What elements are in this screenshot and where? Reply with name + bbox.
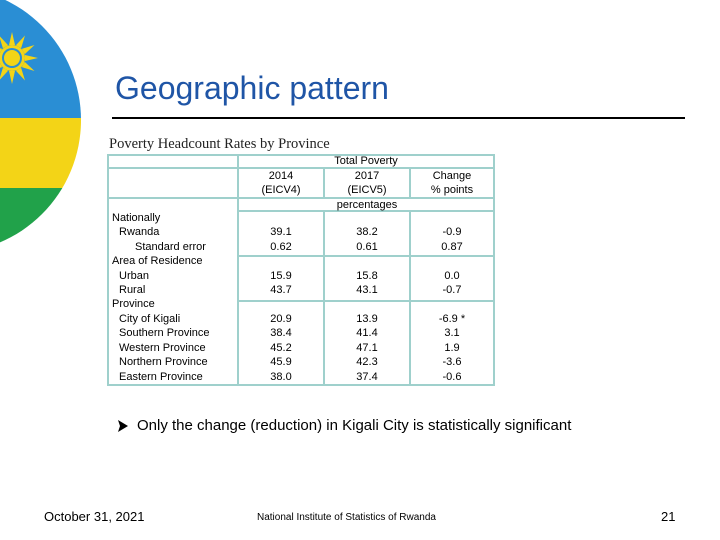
value-cell: 0.87: [441, 241, 463, 253]
value-cell: 0.61: [356, 241, 378, 253]
row-label: Nationally: [112, 212, 161, 224]
poverty-table: [107, 154, 495, 386]
footer-date: October 31, 2021: [44, 509, 145, 524]
value-cell: -3.6: [442, 356, 462, 368]
footer-organization: National Institute of Statistics of Rwanda: [257, 512, 436, 523]
value-cell: -6.9 *: [438, 313, 466, 325]
group-header: Total Poverty: [334, 155, 398, 167]
value-cell: 47.1: [356, 342, 378, 354]
row-label: Urban: [119, 270, 149, 282]
value-cell: 39.1: [270, 226, 292, 238]
table-title: Poverty Headcount Rates by Province: [109, 136, 330, 152]
row-label: Northern Province: [119, 356, 208, 368]
col-change-header: Change: [432, 170, 472, 182]
value-cell: 3.1: [444, 327, 460, 339]
value-cell: 37.4: [356, 371, 378, 383]
arrow-bullet-icon: [116, 416, 130, 442]
value-cell: 38.2: [356, 226, 378, 238]
row-label: Province: [112, 298, 155, 310]
value-cell: 43.1: [356, 284, 378, 296]
bullet-text: Only the change (reduction) in Kigali City is statistically significant: [137, 417, 572, 434]
slide-title: Geographic pattern: [115, 70, 389, 106]
col-2014-header: 2014: [268, 170, 294, 182]
page-number: 21: [661, 509, 676, 524]
value-cell: 45.2: [270, 342, 292, 354]
row-label: Rwanda: [119, 226, 160, 238]
row-label: Area of Residence: [112, 255, 203, 267]
value-cell: 45.9: [270, 356, 292, 368]
value-cell: 38.4: [270, 327, 292, 339]
value-cell: 13.9: [356, 313, 378, 325]
col-2017-subheader: (EICV5): [347, 184, 387, 196]
value-cell: 0.0: [444, 270, 460, 282]
value-cell: 1.9: [444, 342, 460, 354]
row-label: Western Province: [119, 342, 206, 354]
row-label: Eastern Province: [119, 371, 203, 383]
units-label: percentages: [336, 199, 398, 211]
value-cell: 43.7: [270, 284, 292, 296]
value-cell: 15.8: [356, 270, 378, 282]
value-cell: 15.9: [270, 270, 292, 282]
col-2014-subheader: (EICV4): [261, 184, 301, 196]
value-cell: 42.3: [356, 356, 378, 368]
value-cell: 20.9: [270, 313, 292, 325]
title-divider: [112, 117, 685, 119]
rwanda-flag-graphic: [0, 0, 90, 300]
row-label: Standard error: [135, 241, 206, 253]
value-cell: -0.9: [442, 226, 462, 238]
row-label: Southern Province: [119, 327, 210, 339]
value-cell: 41.4: [356, 327, 378, 339]
value-cell: -0.6: [442, 371, 462, 383]
value-cell: 38.0: [270, 371, 292, 383]
row-label: City of Kigali: [119, 313, 181, 325]
col-change-subheader: % points: [430, 184, 474, 196]
row-label: Rural: [119, 284, 146, 296]
col-2017-header: 2017: [354, 170, 380, 182]
value-cell: -0.7: [442, 284, 462, 296]
value-cell: 0.62: [270, 241, 292, 253]
